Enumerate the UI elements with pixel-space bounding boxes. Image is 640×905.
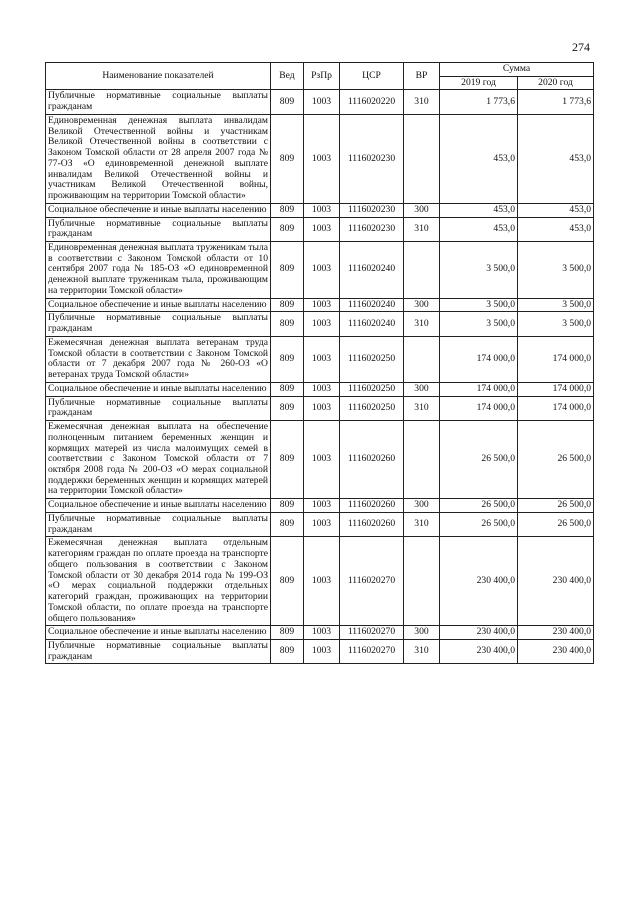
row-sum-2019: 3 500,0 [440, 242, 518, 299]
row-sum-2019: 26 500,0 [440, 421, 518, 499]
row-csr: 1116020270 [340, 626, 404, 640]
table-header [46, 63, 594, 90]
row-csr: 1116020270 [340, 537, 404, 626]
row-name: Публичные нормативные социальные выплаты гражданам [46, 312, 271, 336]
row-name: Публичные нормативные социальные выплаты гражданам [46, 512, 271, 536]
row-rzpr: 1003 [304, 639, 340, 663]
row-sum-2019: 453,0 [440, 217, 518, 241]
row-csr: 1116020250 [340, 382, 404, 396]
header-sum: Сумма [440, 63, 594, 77]
table-row [46, 537, 594, 626]
row-rzpr: 1003 [304, 382, 340, 396]
row-sum-2019: 174 000,0 [440, 382, 518, 396]
row-csr: 1116020220 [340, 90, 404, 114]
row-ved: 809 [271, 421, 304, 499]
row-vr [404, 336, 440, 382]
row-rzpr: 1003 [304, 396, 340, 420]
row-vr: 310 [404, 512, 440, 536]
row-sum-2019: 1 773,6 [440, 90, 518, 114]
table-row [46, 382, 594, 396]
row-ved: 809 [271, 312, 304, 336]
row-vr: 310 [404, 312, 440, 336]
header-ved: Вед [271, 63, 304, 90]
table-row [46, 639, 594, 663]
table-row [46, 298, 594, 312]
table-row [46, 626, 594, 640]
row-sum-2019: 26 500,0 [440, 499, 518, 513]
row-csr: 1116020260 [340, 421, 404, 499]
row-sum-2019: 453,0 [440, 114, 518, 203]
row-rzpr: 1003 [304, 217, 340, 241]
row-ved: 809 [271, 217, 304, 241]
row-name: Публичные нормативные социальные выплаты гражданам [46, 217, 271, 241]
row-rzpr: 1003 [304, 499, 340, 513]
table-row [46, 312, 594, 336]
row-sum-2019: 3 500,0 [440, 298, 518, 312]
row-vr: 300 [404, 499, 440, 513]
row-sum-2019: 230 400,0 [440, 626, 518, 640]
row-rzpr: 1003 [304, 312, 340, 336]
header-2020: 2020 год [518, 76, 594, 90]
row-sum-2019: 174 000,0 [440, 336, 518, 382]
row-sum-2020: 174 000,0 [518, 382, 594, 396]
row-sum-2019: 230 400,0 [440, 639, 518, 663]
budget-table [45, 62, 594, 664]
row-rzpr: 1003 [304, 421, 340, 499]
row-rzpr: 1003 [304, 114, 340, 203]
row-sum-2019: 26 500,0 [440, 512, 518, 536]
table-row [46, 421, 594, 499]
row-vr: 310 [404, 90, 440, 114]
header-rzpr: РзПр [304, 63, 340, 90]
row-rzpr: 1003 [304, 512, 340, 536]
row-vr: 310 [404, 396, 440, 420]
row-csr: 1116020240 [340, 298, 404, 312]
row-name: Социальное обеспечение и иные выплаты населению [46, 203, 271, 217]
row-name: Социальное обеспечение и иные выплаты населению [46, 499, 271, 513]
row-ved: 809 [271, 382, 304, 396]
row-rzpr: 1003 [304, 298, 340, 312]
row-name: Единовременная денежная выплата инвалидам Великой Отечественной войны и участникам Великой Отечественной войны в соответствии с Законом Томской области от 28 апреля 2007 года № 77-ОЗ «О единовременной денежной выплате инвалидам Великой Отечественной войны и участникам Великой Отечественной войны, проживающим на территории Томской области» [46, 114, 271, 203]
row-sum-2019: 230 400,0 [440, 537, 518, 626]
row-ved: 809 [271, 396, 304, 420]
row-ved: 809 [271, 537, 304, 626]
row-ved: 809 [271, 203, 304, 217]
row-vr: 300 [404, 298, 440, 312]
row-vr: 300 [404, 626, 440, 640]
row-csr: 1116020240 [340, 242, 404, 299]
table-row [46, 242, 594, 299]
row-rzpr: 1003 [304, 537, 340, 626]
page-number: 274 [572, 40, 590, 54]
row-vr: 310 [404, 217, 440, 241]
row-csr: 1116020250 [340, 336, 404, 382]
table-row [46, 203, 594, 217]
row-csr: 1116020240 [340, 312, 404, 336]
row-sum-2020: 453,0 [518, 114, 594, 203]
row-sum-2020: 26 500,0 [518, 421, 594, 499]
row-vr [404, 421, 440, 499]
row-sum-2020: 230 400,0 [518, 626, 594, 640]
row-sum-2020: 26 500,0 [518, 512, 594, 536]
row-ved: 809 [271, 512, 304, 536]
row-vr [404, 242, 440, 299]
row-sum-2020: 174 000,0 [518, 336, 594, 382]
table-body [46, 90, 594, 664]
row-ved: 809 [271, 626, 304, 640]
row-vr: 300 [404, 203, 440, 217]
row-name: Ежемесячная денежная выплата отдельным категориям граждан по оплате проезда на транспорте общего пользования в соответствии с Законом Томской области от 30 декабря 2014 года № 199-ОЗ «О мерах социальной поддержки отдельных категорий граждан, проживающих на территории Томской области, по оплате проезда на транспорте общего пользования» [46, 537, 271, 626]
table-row [46, 114, 594, 203]
table-row [46, 499, 594, 513]
row-csr: 1116020230 [340, 114, 404, 203]
row-name: Публичные нормативные социальные выплаты гражданам [46, 639, 271, 663]
row-ved: 809 [271, 298, 304, 312]
table-row [46, 336, 594, 382]
row-sum-2019: 453,0 [440, 203, 518, 217]
row-rzpr: 1003 [304, 203, 340, 217]
row-name: Социальное обеспечение и иные выплаты населению [46, 298, 271, 312]
row-vr: 300 [404, 382, 440, 396]
row-csr: 1116020230 [340, 217, 404, 241]
row-sum-2020: 230 400,0 [518, 537, 594, 626]
row-sum-2019: 3 500,0 [440, 312, 518, 336]
row-sum-2020: 3 500,0 [518, 312, 594, 336]
table-row [46, 396, 594, 420]
row-sum-2020: 174 000,0 [518, 396, 594, 420]
header-2019: 2019 год [440, 76, 518, 90]
row-csr: 1116020260 [340, 512, 404, 536]
row-sum-2020: 453,0 [518, 203, 594, 217]
row-ved: 809 [271, 499, 304, 513]
row-sum-2019: 174 000,0 [440, 396, 518, 420]
row-name: Единовременная денежная выплата труженикам тыла в соответствии с Законом Томской области от 10 сентября 2007 года № 185-ОЗ «О единовременной денежной выплате труженикам тыла, проживающим на территории Томской области» [46, 242, 271, 299]
row-csr: 1116020230 [340, 203, 404, 217]
row-sum-2020: 230 400,0 [518, 639, 594, 663]
row-rzpr: 1003 [304, 626, 340, 640]
row-csr: 1116020270 [340, 639, 404, 663]
row-name: Публичные нормативные социальные выплаты гражданам [46, 396, 271, 420]
row-ved: 809 [271, 242, 304, 299]
row-rzpr: 1003 [304, 90, 340, 114]
table-row [46, 90, 594, 114]
row-ved: 809 [271, 336, 304, 382]
row-name: Публичные нормативные социальные выплаты гражданам [46, 90, 271, 114]
row-csr: 1116020260 [340, 499, 404, 513]
row-ved: 809 [271, 114, 304, 203]
row-sum-2020: 3 500,0 [518, 242, 594, 299]
row-vr [404, 537, 440, 626]
table-row [46, 217, 594, 241]
row-ved: 809 [271, 90, 304, 114]
row-name: Социальное обеспечение и иные выплаты населению [46, 626, 271, 640]
row-sum-2020: 453,0 [518, 217, 594, 241]
row-name: Ежемесячная денежная выплата ветеранам труда Томской области в соответствии с Законом Томской области от 7 декабря 2007 года № 260-ОЗ «О ветеранах труда Томской области» [46, 336, 271, 382]
header-vr: ВР [404, 63, 440, 90]
row-csr: 1116020250 [340, 396, 404, 420]
row-rzpr: 1003 [304, 242, 340, 299]
row-vr [404, 114, 440, 203]
row-name: Ежемесячная денежная выплата на обеспечение полноценным питанием беременных женщин и кормящих матерей из числа малоимущих семей в соответствии с Законом Томской области от 7 октября 2008 года № 200-ОЗ «О мерах социальной поддержки беременных женщин и кормящих матерей на территории Томской области» [46, 421, 271, 499]
row-name: Социальное обеспечение и иные выплаты населению [46, 382, 271, 396]
row-rzpr: 1003 [304, 336, 340, 382]
header-csr: ЦСР [340, 63, 404, 90]
table-row [46, 512, 594, 536]
row-vr: 310 [404, 639, 440, 663]
row-sum-2020: 26 500,0 [518, 499, 594, 513]
header-name: Наименование показателей [46, 63, 271, 90]
row-ved: 809 [271, 639, 304, 663]
row-sum-2020: 1 773,6 [518, 90, 594, 114]
row-sum-2020: 3 500,0 [518, 298, 594, 312]
